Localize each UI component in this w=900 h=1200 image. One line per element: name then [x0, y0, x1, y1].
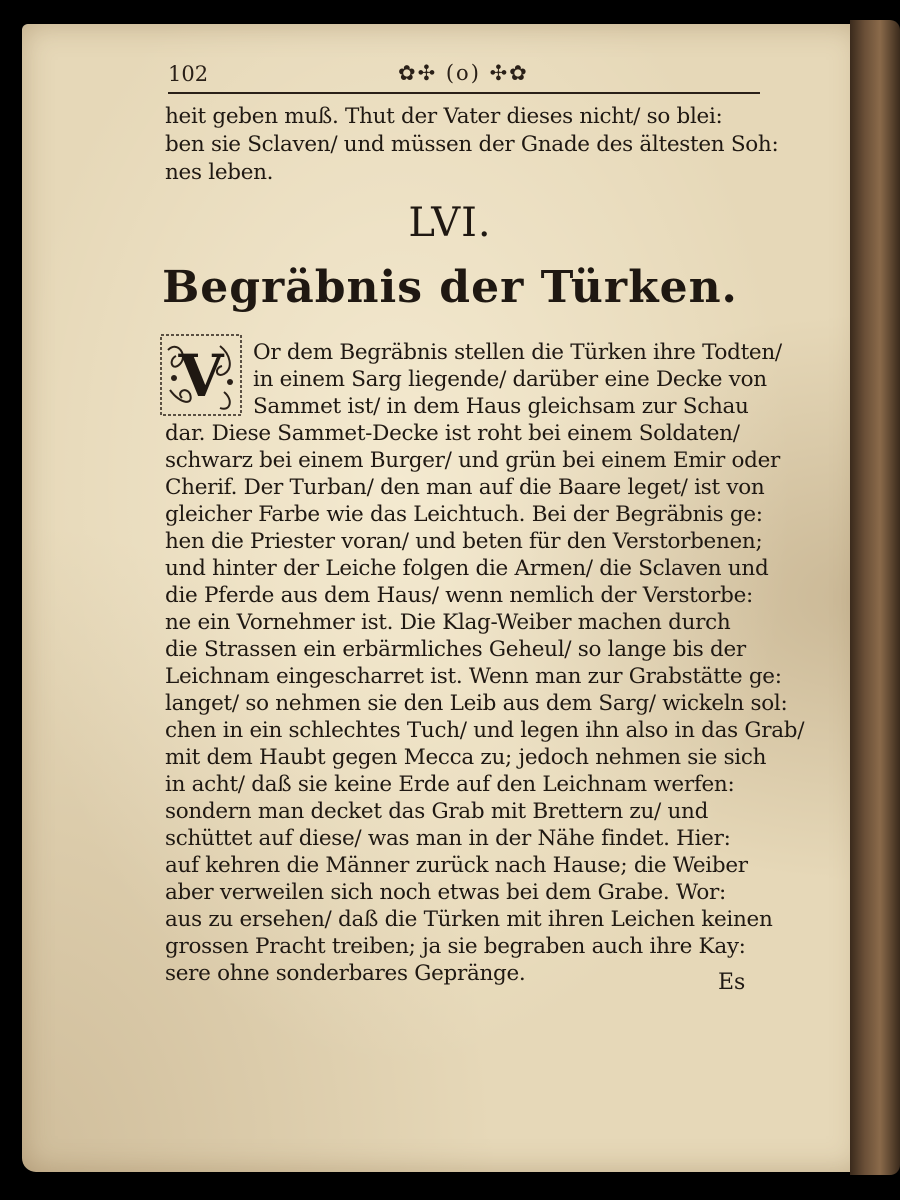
text-line: ben sie Sclaven/ und müssen der Gnade des ältesten Soh: [165, 132, 779, 157]
text-line: Sammet ist/ in dem Haus gleichsam zur Schau [253, 394, 749, 419]
text-line: heit geben muß. Thut der Vater dieses nicht/ so blei: [165, 104, 723, 129]
chapter-number: LVI. [408, 200, 492, 246]
book-edge [850, 20, 900, 1175]
text-line: langet/ so nehmen sie den Leib aus dem Sarg/ wickeln sol: [165, 691, 788, 716]
text-line: grossen Pracht treiben; ja sie begraben auch ihre Kay: [165, 934, 746, 959]
text-line: mit dem Haubt gegen Mecca zu; jedoch nehmen sie sich [165, 745, 767, 770]
text-line: ne ein Vornehmer ist. Die Klag-Weiber machen durch [165, 610, 731, 635]
text-line: Or dem Begräbnis stellen die Türken ihre Todten/ [253, 340, 782, 365]
text-line: die Pferde aus dem Haus/ wenn nemlich der Verstorbe: [165, 583, 753, 608]
catchword: Es [718, 970, 746, 995]
text-line: und hinter der Leiche folgen die Armen/ die Sclaven und [165, 556, 769, 581]
text-line: schwarz bei einem Burger/ und grün bei einem Emir oder [165, 448, 780, 473]
text-line: hen die Priester voran/ und beten für den Verstorbenen; [165, 529, 763, 554]
initial-letter: V [178, 342, 224, 410]
text-line: sere ohne sonderbares Gepränge. [165, 961, 526, 986]
text-line: Leichnam eingescharret ist. Wenn man zur Grabstätte ge: [165, 664, 782, 689]
header-rule [168, 92, 760, 94]
text-line: die Strassen ein erbärmliches Geheul/ so lange bis der [165, 637, 746, 662]
text-line: gleicher Farbe wie das Leichtuch. Bei der Begräbnis ge: [165, 502, 763, 527]
text-line: in acht/ daß sie keine Erde auf den Leichnam werfen: [165, 772, 735, 797]
text-line: in einem Sarg liegende/ darüber eine Decke von [253, 367, 767, 392]
text-line: sondern man decket das Grab mit Brettern zu/ und [165, 799, 709, 824]
text-line: schüttet auf diese/ was man in der Nähe findet. Hier: [165, 826, 731, 851]
text-line: aus zu ersehen/ daß die Türken mit ihren Leichen keinen [165, 907, 773, 932]
running-header [168, 62, 758, 92]
text-line: nes leben. [165, 160, 274, 185]
text-line: auf kehren die Männer zurück nach Hause; die Weiber [165, 853, 748, 878]
text-line: Cherif. Der Turban/ den man auf die Baare leget/ ist von [165, 475, 765, 500]
chapter-title: Begräbnis der Türken. [162, 262, 738, 313]
ornate-initial-icon [160, 334, 242, 416]
page-number: 102 [168, 62, 209, 86]
text-line: aber verweilen sich noch etwas bei dem Grabe. Wor: [165, 880, 726, 905]
header-ornament: ✿✣ (o) ✣✿ [398, 61, 529, 85]
text-line: dar. Diese Sammet-Decke ist roht bei einem Soldaten/ [165, 421, 740, 446]
text-line: chen in ein schlechtes Tuch/ und legen ihn also in das Grab/ [165, 718, 805, 743]
